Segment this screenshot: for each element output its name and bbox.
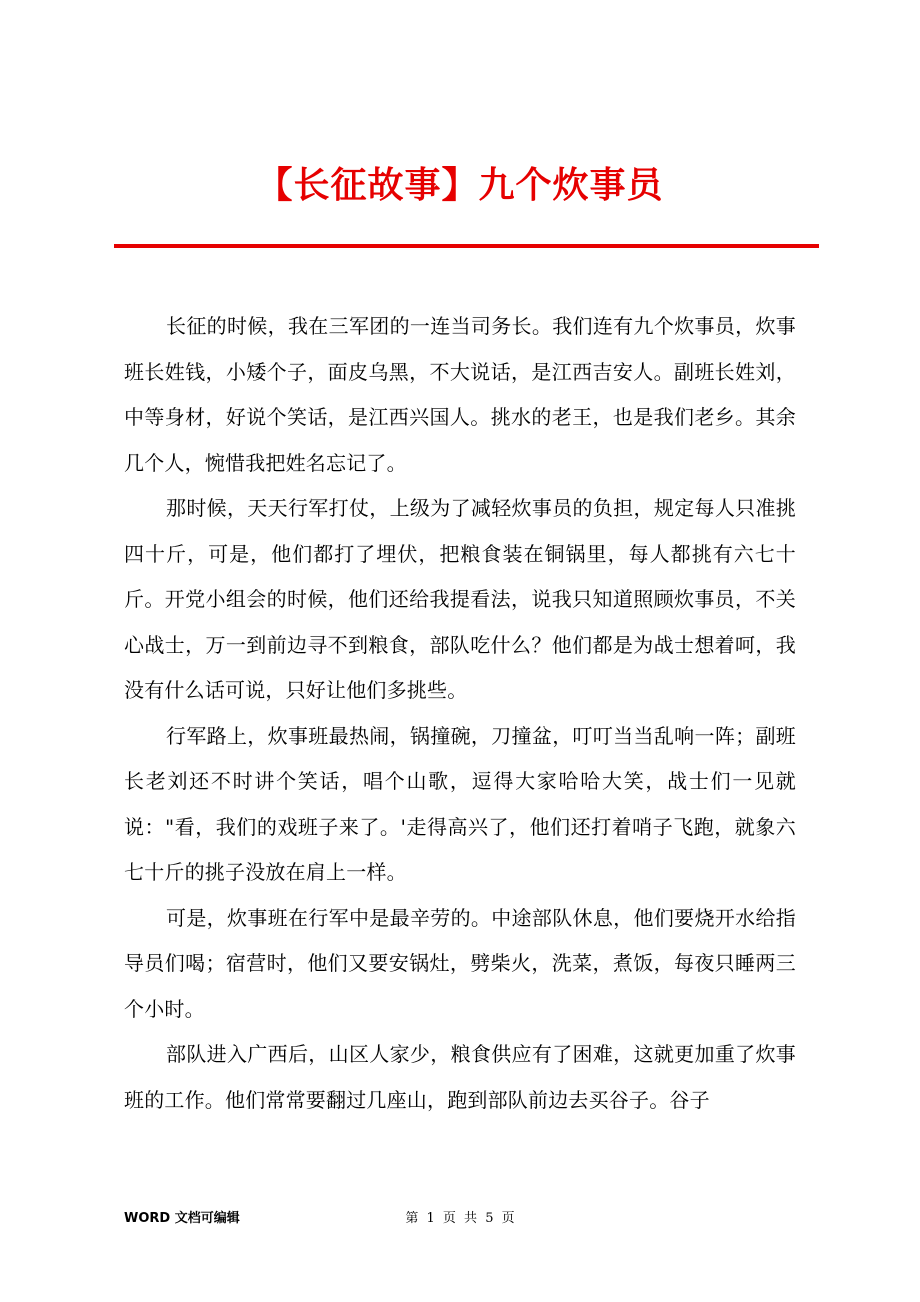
- footer-editable-label: WORD 文档可编辑: [124, 1211, 240, 1226]
- paragraph-5: 部队进入广西后，山区人家少，粮食供应有了困难，这就更加重了炊事班的工作。他们常常要翻过几座山，跑到部队前边去买谷子。谷子: [124, 1042, 796, 1112]
- paragraph-2: 那时候，天天行军打仗，上级为了减轻炊事员的负担，规定每人只准挑四十斤，可是，他们都打了埋伏，把粮食装在铜锅里，每人都挑有六七十斤。开党小组会的时候，他们还给我提看法，说我只知道照顾炊事员，不关心战士，万一到前边寻不到粮食，部队吃什么？他们都是为战士想着呵，我没有什么话可说，只好让他们多挑些。: [124, 496, 796, 702]
- paragraph-4: 可是，炊事班在行军中是最辛劳的。中途部队休息，他们要烧开水给指导员们喝；宿营时，他们又要安锅灶，劈柴火，洗菜，煮饭，每夜只睡两三个小时。: [124, 905, 796, 1021]
- paragraph-3: 行军路上，炊事班最热闹，锅撞碗，刀撞盆，叮叮当当乱响一阵；副班长老刘还不时讲个笑话，唱个山歌，逗得大家哈哈大笑，战士们一见就说："看，我们的戏班子来了。'走得高兴了，他们还打着哨子飞跑，就象六七十斤的挑子没放在肩上一样。: [124, 723, 796, 884]
- title-underline-rule: [114, 244, 819, 248]
- paragraph-1: 长征的时候，我在三军团的一连当司务长。我们连有九个炊事员，炊事班长姓钱，小矮个子，面皮乌黑，不大说话，是江西吉安人。副班长姓刘，中等身材，好说个笑话，是江西兴国人。挑水的老王，也是我们老乡。其余几个人，惋惜我把姓名忘记了。: [124, 314, 796, 475]
- document-body: [124, 304, 796, 1166]
- footer-page-indicator: 第 1 页 共 5 页: [405, 1211, 515, 1226]
- document-title: 【长征故事】九个炊事员: [256, 165, 664, 206]
